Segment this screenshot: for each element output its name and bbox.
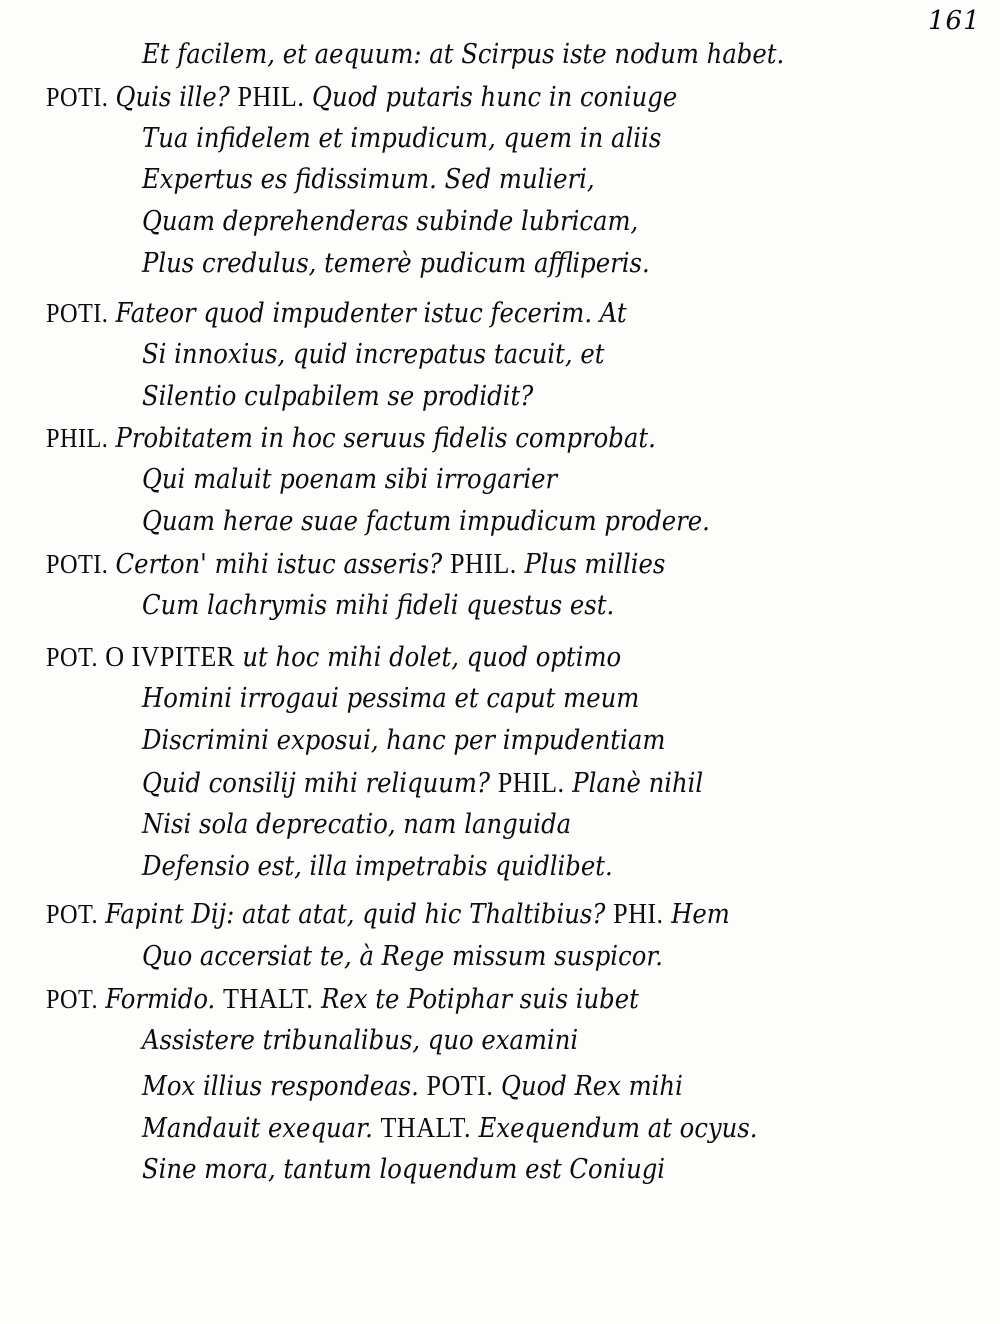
speaker-cue: PHIL. — [237, 81, 305, 113]
verse-text: Tua infidelem et impudicum, quem in aliis — [142, 123, 662, 154]
text-line — [46, 421, 656, 456]
verse-text: Qui maluit poenam sibi irrogarier — [142, 464, 558, 495]
verse-text-continued: ut hoc mihi dolet, quod optimo — [234, 642, 622, 673]
verse-text: Probitatem in hoc seruus fidelis comprobat. — [115, 423, 656, 454]
text-line — [142, 380, 533, 414]
speaker-cue: THALT. — [380, 1112, 471, 1144]
speaker-cue: O IVPITER — [105, 641, 235, 673]
text-line — [142, 1024, 578, 1058]
text-line — [46, 982, 639, 1017]
text-line — [142, 766, 703, 801]
folio-number: 161 — [928, 6, 981, 36]
verse-text: Formido. — [105, 984, 223, 1015]
text-line — [142, 1153, 665, 1187]
speaker-label: PHIL. — [46, 423, 109, 453]
text-line — [46, 547, 665, 582]
text-line — [142, 682, 639, 716]
verse-text: Defensio est, illa impetrabis quidlibet. — [142, 851, 613, 882]
verse-text-continued: Rex te Potiphar suis iubet — [313, 984, 639, 1015]
verse-text: Discrimini exposui, hanc per impudentiam — [142, 725, 666, 756]
verse-text: Expertus es fidissimum. Sed mulieri, — [142, 164, 595, 195]
verse-text: Quam herae suae factum impudicum prodere. — [142, 506, 710, 537]
speaker-label: POTI. — [46, 82, 109, 112]
text-line — [142, 205, 638, 239]
text-line — [142, 1111, 758, 1146]
verse-text: Silentio culpabilem se prodidit? — [142, 381, 534, 412]
text-line — [46, 80, 677, 115]
verse-text: Plus credulus, temerè pudicum affliperis. — [142, 248, 650, 279]
verse-text-continued: Planè nihil — [564, 768, 704, 799]
verse-text-continued: Plus millies — [516, 549, 666, 580]
text-line — [142, 38, 784, 72]
speaker-cue: PHIL. — [497, 767, 565, 799]
text-line — [142, 163, 595, 197]
text-line — [142, 724, 665, 758]
verse-text: Quam deprehenderas subinde lubricam, — [142, 206, 639, 237]
text-line — [142, 247, 650, 281]
verse-text: Fapint Dij: atat atat, quid hic Thaltibius? — [105, 899, 614, 930]
text-line — [142, 940, 663, 974]
speaker-label: POTI. — [46, 549, 109, 579]
verse-text: Quis ille? — [115, 82, 238, 113]
verse-text: Quid consilij mihi reliquum? — [142, 768, 498, 799]
text-line — [142, 808, 571, 842]
verse-text: Homini irrogaui pessima et caput meum — [142, 683, 640, 714]
verse-text: Et facilem, et aequum: at Scirpus iste nodum habet. — [142, 39, 785, 70]
speaker-cue: PHI. — [613, 898, 664, 930]
verse-text: Quo accersiat te, à Rege missum suspicor. — [142, 941, 664, 972]
text-line — [142, 850, 613, 884]
speaker-label: POTI. — [46, 298, 109, 328]
speaker-label: POT. — [46, 642, 98, 672]
verse-text: Fateor quod impudenter istuc fecerim. At — [115, 298, 627, 329]
text-line — [142, 463, 557, 497]
verse-text: Certon' mihi istuc asseris? — [115, 549, 450, 580]
verse-text: Nisi sola deprecatio, nam languida — [142, 809, 572, 840]
text-line — [142, 338, 604, 372]
speaker-cue: THALT. — [222, 983, 314, 1015]
speaker-label: POT. — [46, 899, 98, 929]
text-line — [142, 122, 661, 156]
text-line — [142, 505, 710, 539]
speaker-label: POT. — [46, 984, 98, 1014]
verse-text: Si innoxius, quid increpatus tacuit, et — [142, 339, 605, 370]
text-line — [142, 589, 614, 623]
verse-text: Mox illius respondeas. — [142, 1071, 427, 1102]
text-line — [46, 640, 621, 675]
verse-text: Sine mora, tantum loquendum est Coniugi — [142, 1154, 666, 1185]
text-line — [142, 1069, 683, 1104]
speaker-cue: PHIL. — [449, 548, 517, 580]
verse-text: Mandauit exequar. — [142, 1113, 381, 1144]
verse-text: Assistere tribunalibus, quo examini — [142, 1025, 579, 1056]
verse-text-continued: Hem — [663, 899, 730, 930]
text-line — [46, 897, 730, 932]
verse-text-continued: Exequendum at ocyus. — [470, 1113, 758, 1144]
verse-text-continued: Quod putaris hunc in coniuge — [304, 82, 678, 113]
verse-text: Cum lachrymis mihi fideli questus est. — [142, 590, 615, 621]
speaker-cue: POTI. — [426, 1070, 494, 1102]
verse-text-continued: Quod Rex mihi — [493, 1071, 683, 1102]
text-line — [46, 296, 627, 331]
